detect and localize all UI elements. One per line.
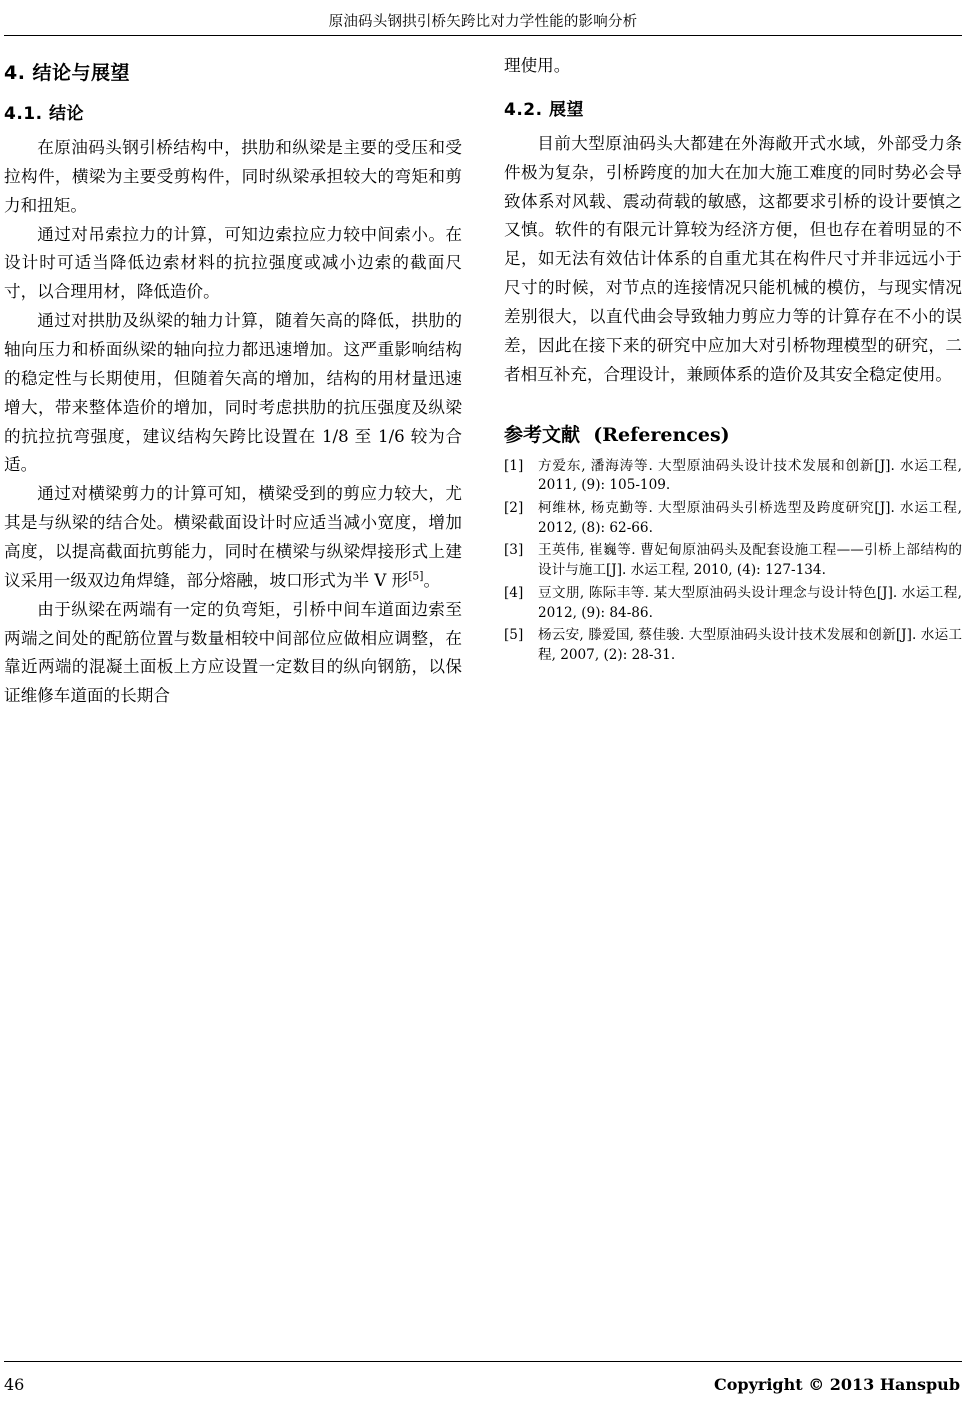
reference-text: 柯维林, 杨克勤等. 大型原油码头引桥选型及跨度研究[J]. 水运工程, 2012, (8): 62-66. [538, 500, 962, 536]
left-column [4, 52, 462, 711]
reference-item [504, 626, 962, 665]
paragraph-1: 在原油码头钢引桥结构中，拱肋和纵梁是主要的受压和受拉构件，横梁为主要受剪构件，同时纵梁承担较大的弯矩和剪力和扭矩。 [4, 138, 462, 215]
paragraph-4-text: 通过对横梁剪力的计算可知，横梁受到的剪应力较大，尤其是与纵梁的结合处。横梁截面设计时应适当减小宽度，增加高度，以提高截面抗剪能力，同时在横梁与纵梁焊接形式上建议采用一级双边角焊缝，部分熔融，坡口形式为半 V 形 [4, 484, 462, 590]
copyright-notice: Copyright © 2013 Hanspub [714, 1375, 960, 1394]
reference-text: 豆文朋, 陈际丰等. 某大型原油码头设计理念与设计特色[J]. 水运工程, 2012, (9): 84-86. [538, 584, 962, 621]
reference-number: [2] [504, 500, 524, 516]
references-heading [504, 420, 962, 447]
references-heading-en: (References) [593, 423, 730, 446]
subsection-heading-4-2: 4.2. 展望 [504, 99, 584, 120]
reference-number: [3] [504, 542, 524, 559]
paragraph-continuation: 理使用。 [504, 56, 571, 75]
citation-marker-5: [5] [408, 569, 424, 583]
reference-text: 王英伟, 崔巍等. 曹妃甸原油码头及配套设施工程——引桥上部结构的设计与施工[J]. 水运工程, 2010, (4): 127-134. [538, 542, 962, 579]
two-column-body [4, 52, 962, 1332]
reference-item [504, 499, 962, 538]
paragraph-outlook: 目前大型原油码头大都建在外海敞开式水域，外部受力条件极为复杂，引桥跨度的加大在加大施工难度的同时势必会导致体系对风载、震动荷载的敏感，这都要求引桥的设计要慎之又慎。软件的有限元计算较为经济方便，但也存在着明显的不足，如无法有效估计体系的自重尤其在构件尺寸并非远远小于尺寸的时候，对节点的连接情况只能机械的模仿，与现实情况差别很大，以直代曲会导致轴力剪应力等的计算存在不小的误差，因此在接下来的研究中应加大对引桥物理模型的研究，二者相互补充，合理设计，兼顾体系的造价及其安全稳定使用。 [504, 133, 962, 384]
paragraph-5: 由于纵梁在两端有一定的负弯矩，引桥中间车道面边索至两端之间处的配筋位置与数量相较中间部位应做相应调整，在靠近两端的混凝土面板上方应设置一定数目的纵向钢筋，以保证维修车道面的长期合 [4, 599, 462, 706]
paragraph-3: 通过对拱肋及纵梁的轴力计算，随着矢高的降低，拱肋的轴向压力和桥面纵梁的轴向拉力都迅速增加。这严重影响结构的稳定性与长期使用，但随着矢高的增加，结构的用材量迅速增大，带来整体造价的增加，同时考虑拱肋的抗压强度及纵梁的抗拉抗弯强度，建议结构矢跨比设置在 1/8 至 1/6 较为合适。 [4, 311, 462, 475]
reference-text: 杨云安, 滕爱国, 蔡佳骏. 大型原油码头设计技术发展和创新[J]. 水运工程, 2007, (2): 28-31. [538, 627, 962, 663]
subsection-heading-4-1: 4.1. 结论 [4, 104, 84, 124]
reference-number: [4] [504, 584, 524, 601]
header-divider [4, 35, 962, 36]
reference-text: 方爱东, 潘海涛等. 大型原油码头设计技术发展和创新[J]. 水运工程, 2011, (9): 105-109. [538, 457, 962, 494]
section-heading-conclusion: 4. 结论与展望 [4, 62, 131, 84]
reference-item [504, 541, 962, 580]
running-head: 原油码头钢拱引桥矢跨比对力学性能的影响分析 [328, 14, 638, 30]
references-heading-cn: 参考文献 [504, 423, 581, 446]
paragraph-4-tail: 。 [423, 570, 441, 590]
paragraph-2: 通过对吊索拉力的计算，可知边索拉应力较中间索小。在设计时可适当降低边索材料的抗拉强度或减小边索的截面尺寸，以合理用材，降低造价。 [4, 224, 462, 302]
footer-divider [4, 1361, 962, 1362]
page-number: 46 [4, 1375, 25, 1394]
reference-number: [5] [504, 627, 524, 644]
reference-item [504, 457, 962, 496]
reference-number: [1] [504, 457, 524, 474]
right-column [504, 52, 962, 669]
paragraph-4 [4, 480, 462, 595]
reference-item [504, 584, 962, 623]
